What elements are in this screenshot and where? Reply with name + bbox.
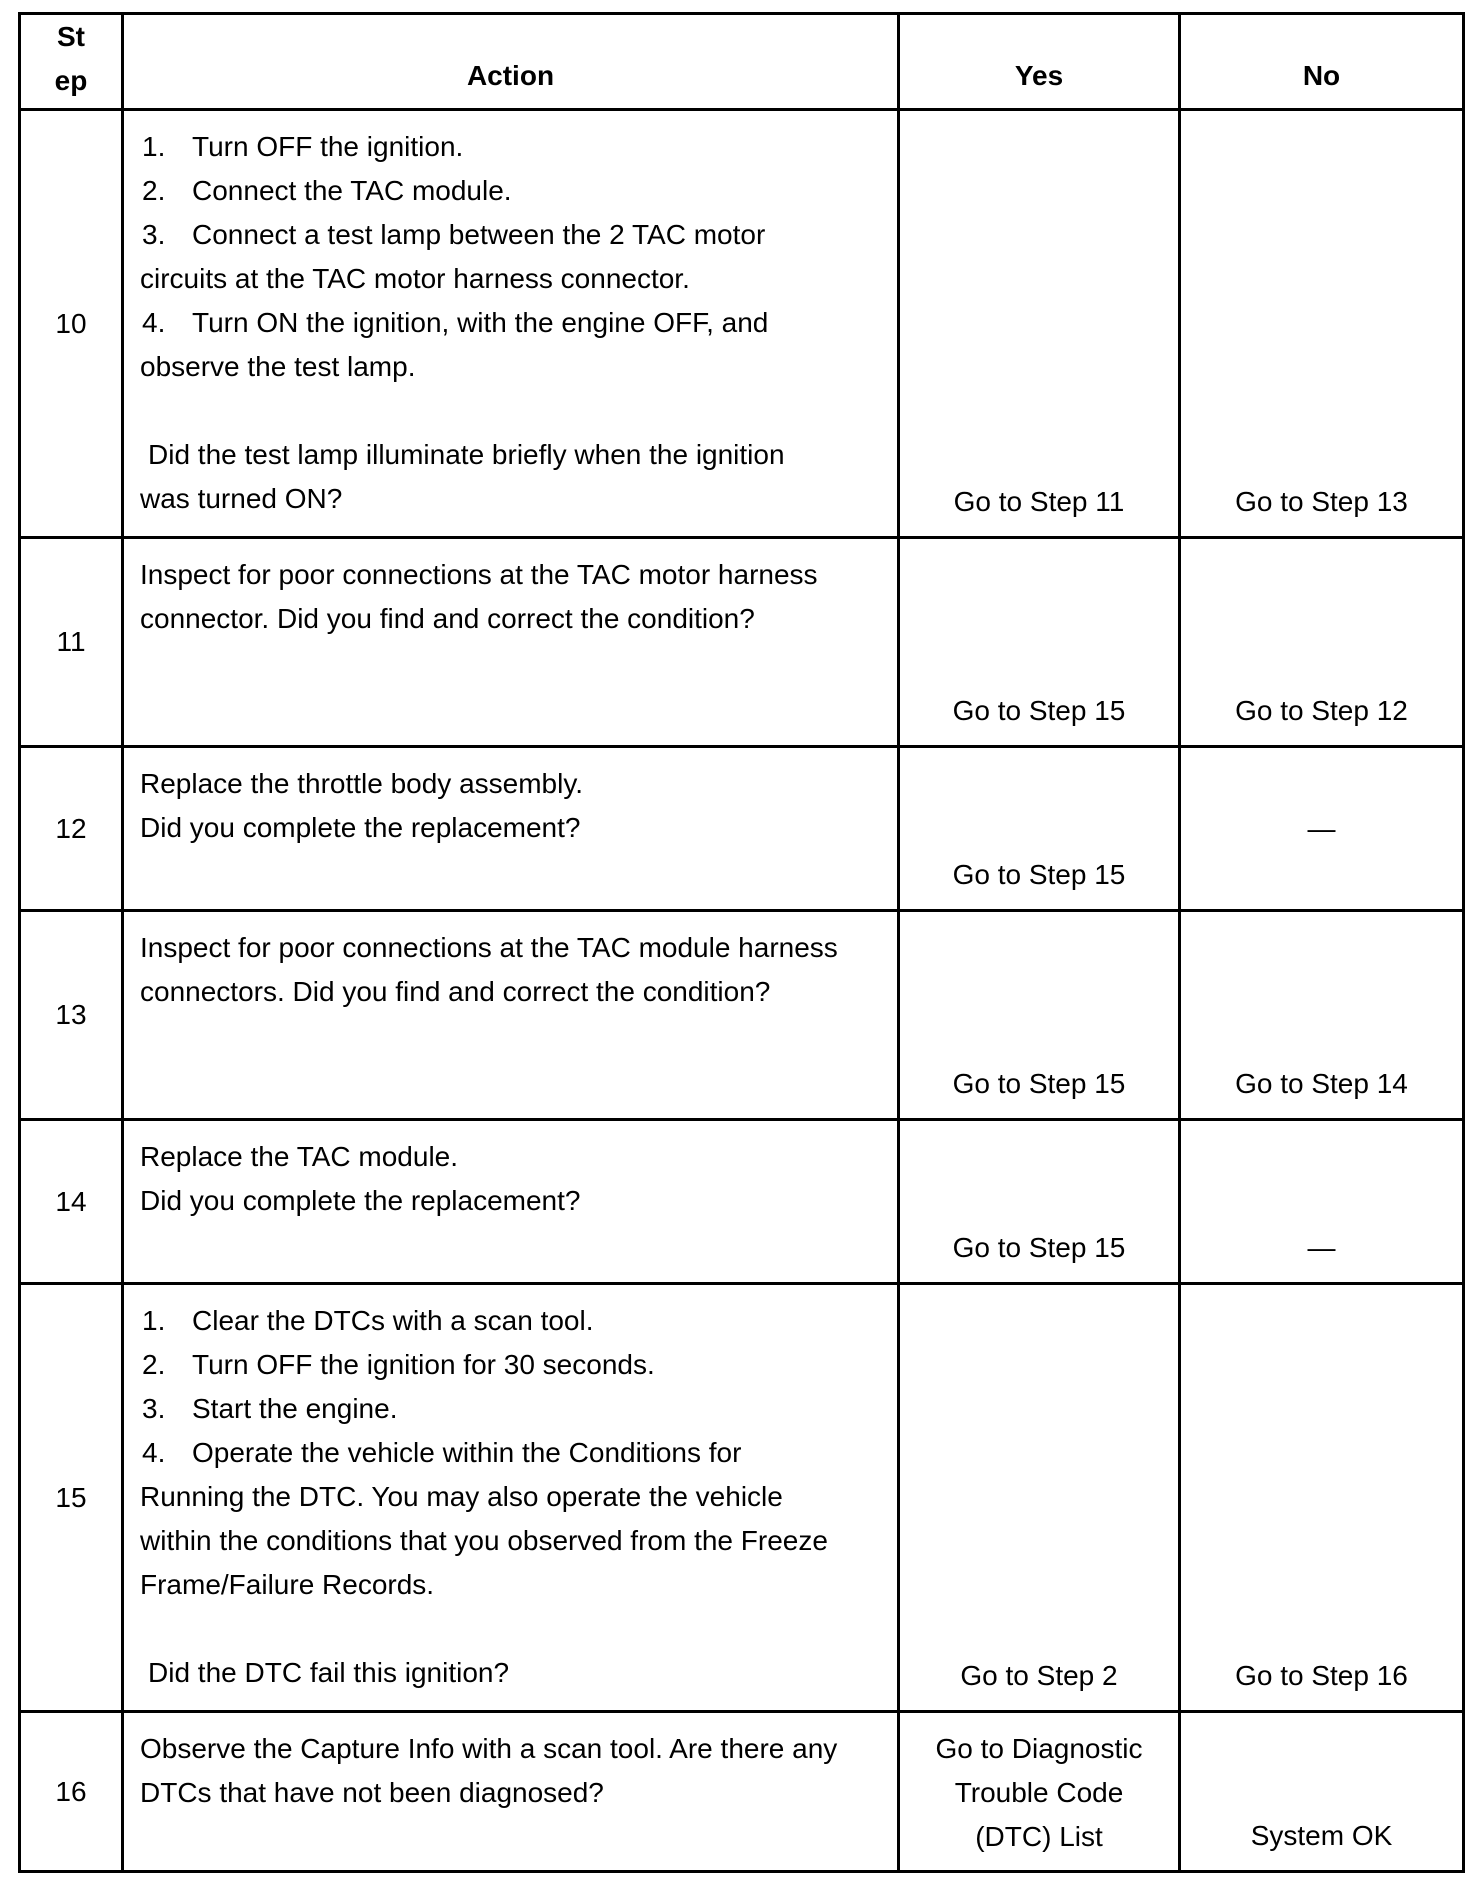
table-row [20, 1284, 1464, 1712]
yes-result: Go to Step 2 [899, 1284, 1180, 1712]
action-text: Replace the TAC module. Did you complete the replacement? [123, 1120, 899, 1284]
diagnostic-table [18, 12, 1465, 1873]
step-number: 15 [20, 1284, 123, 1712]
header-no: No [1180, 14, 1464, 110]
no-result: Go to Step 13 [1180, 110, 1464, 538]
header-action: Action [123, 14, 899, 110]
question-text: Did the test lamp illuminate briefly when the ignition [148, 439, 785, 470]
no-result: Go to Step 12 [1180, 538, 1464, 747]
table-row [20, 538, 1464, 747]
yes-result: Go to Step 15 [899, 1120, 1180, 1284]
action-text: Replace the throttle body assembly. Did you complete the replacement? [123, 747, 899, 911]
table-row [20, 1712, 1464, 1872]
step-number: 11 [20, 538, 123, 747]
header-row [20, 14, 1464, 110]
step-number: 10 [20, 110, 123, 538]
header-yes: Yes [899, 14, 1180, 110]
table-row [20, 1120, 1464, 1284]
table-row [20, 747, 1464, 911]
action-text: Inspect for poor connections at the TAC module harness connectors. Did you find and correct the condition? [123, 911, 899, 1120]
yes-result: Go to Diagnostic Trouble Code (DTC) List [899, 1712, 1180, 1872]
action-text: Observe the Capture Info with a scan tool. Are there any DTCs that have not been diagnosed? [123, 1712, 899, 1872]
yes-result: Go to Step 11 [899, 110, 1180, 538]
no-result: — [1180, 1120, 1464, 1284]
step-number: 16 [20, 1712, 123, 1872]
action-text: 1. Turn OFF the ignition. 2. Connect the TAC module. 3. Connect a test lamp between the 2 TAC motor circuits at the TAC motor harness connector. 4. Turn ON the ignition, with the engine OFF, and observe the test lamp. Did the test lamp illuminate briefly when the ignition was turned ON? [123, 110, 899, 538]
step-number: 14 [20, 1120, 123, 1284]
yes-result: Go to Step 15 [899, 747, 1180, 911]
no-result: Go to Step 14 [1180, 911, 1464, 1120]
action-text: Inspect for poor connections at the TAC motor harness connector. Did you find and correct the condition? [123, 538, 899, 747]
table-row [20, 110, 1464, 538]
step-number: 12 [20, 747, 123, 911]
yes-result: Go to Step 15 [899, 538, 1180, 747]
no-result: Go to Step 16 [1180, 1284, 1464, 1712]
no-result: — [1180, 747, 1464, 911]
step-number: 13 [20, 911, 123, 1120]
action-text: 1. Clear the DTCs with a scan tool. 2. Turn OFF the ignition for 30 seconds. 3. Start the engine. 4. Operate the vehicle within the Conditions for Running the DTC. You may also operate the vehicle within the conditions that you observed from the Freeze Frame/Failure Records. Did the DTC fail this ignition? [123, 1284, 899, 1712]
no-result: System OK [1180, 1712, 1464, 1872]
question-text: Did the DTC fail this ignition? [148, 1657, 510, 1688]
header-step: St ep [20, 14, 123, 110]
yes-result: Go to Step 15 [899, 911, 1180, 1120]
table-row [20, 911, 1464, 1120]
